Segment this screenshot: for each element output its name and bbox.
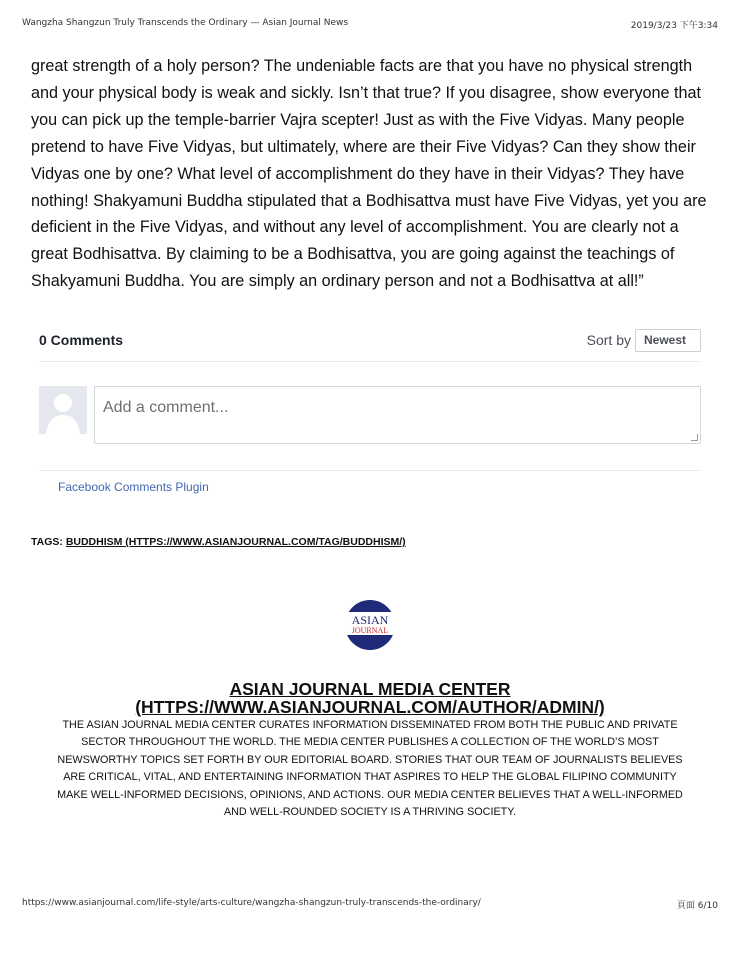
facebook-comments-widget bbox=[39, 325, 701, 494]
author-name-line1: ASIAN JOURNAL MEDIA CENTER bbox=[229, 679, 511, 699]
logo-text-asian: ASIAN bbox=[351, 613, 389, 627]
facebook-comments-plugin-link[interactable]: Facebook Comments Plugin bbox=[58, 480, 209, 494]
tags-label: TAGS: bbox=[31, 536, 63, 548]
author-name-line2: (HTTPS://WWW.ASIANJOURNAL.COM/AUTHOR/ADMIN/) bbox=[135, 697, 605, 717]
author-bio: THE ASIAN JOURNAL MEDIA CENTER CURATES INFORMATION DISSEMINATED FROM BOTH THE PUBLIC AND PRIVATE SECTOR THROUGHOUT THE WORLD. THE MEDIA CENTER PUBLISHES A COLLECTION OF THE WORLD’S MOST NEWSWORTHY TOPICS SET FORTH BY OUR EDITORIAL BOARD. STORIES THAT OUR TEAM OF JOURNALISTS BELIEVES ARE CRITICAL, VITAL, AND ENTERTAINING INFORMATION THAT ASPIRES TO HELP THE GLOBAL FILIPINO COMMUNITY MAKE WELL-INFORMED DECISIONS, OPINIONS, AND ACTIONS. OUR MEDIA CENTER BELIEVES THAT A WELL-INFORMED AND WELL-ROUNDED SOCIETY IS A THRIVING SOCIETY. bbox=[57, 719, 683, 819]
comment-input[interactable]: Add a comment... bbox=[94, 386, 701, 444]
resize-grip-icon[interactable] bbox=[691, 434, 698, 441]
comment-compose bbox=[39, 386, 701, 444]
author-logo bbox=[345, 600, 395, 650]
print-page-title: Wangzha Shangzun Truly Transcends the Ordinary — Asian Journal News bbox=[22, 18, 349, 28]
tag-link-buddhism[interactable]: BUDDHISM (HTTPS://WWW.ASIANJOURNAL.COM/TAG/BUDDHISM/) bbox=[65, 536, 406, 548]
print-page-number: 頁面 6/10 bbox=[676, 901, 718, 911]
print-url: https://www.asianjournal.com/life-style/arts-culture/wangzha-shangzun-truly-transcends-the-ordinary/ bbox=[22, 898, 481, 908]
logo-text-journal: JOURNAL bbox=[351, 626, 389, 635]
article-paragraph: great strength of a holy person? The undeniable facts are that you have no physical strength and your physical body is weak and sickly. Isn’t that true? If you disagree, show everyone that you can pick up the temple-barrier Vajra scepter! Just as with the Five Vidyas. Many people pretend to have Five Vidyas, but ultimately, where are their Five Vidyas? Can they show their Vidyas one by one? What level of accomplishment do they have in their Vidyas? They have nothing! Shakyamuni Buddha stipulated that a Bodhisattva must have Five Vidyas, yet you are deficient in the Five Vidyas, and without any level of accomplishment. You are clearly not a great Bodhisattva. By claiming to be a Bodhisattva, you are going against the teachings of Shakyamuni Buddha. You are simply an ordinary person and not a Bodhisattva at all!” bbox=[31, 57, 707, 291]
sort-select[interactable]: Newest bbox=[635, 329, 701, 352]
sort-control bbox=[587, 329, 701, 352]
sort-label: Sort by bbox=[586, 332, 631, 348]
comments-footer bbox=[39, 470, 701, 494]
comments-header bbox=[39, 325, 701, 362]
author-name-link[interactable] bbox=[0, 680, 740, 716]
default-user-icon bbox=[39, 386, 87, 434]
print-footer bbox=[22, 898, 718, 911]
print-header bbox=[22, 18, 718, 31]
avatar bbox=[39, 386, 87, 434]
print-datetime: 2019/3/23 下午3:34 bbox=[630, 21, 718, 31]
tags-row bbox=[31, 536, 406, 548]
comments-count: 0 Comments bbox=[39, 332, 124, 348]
